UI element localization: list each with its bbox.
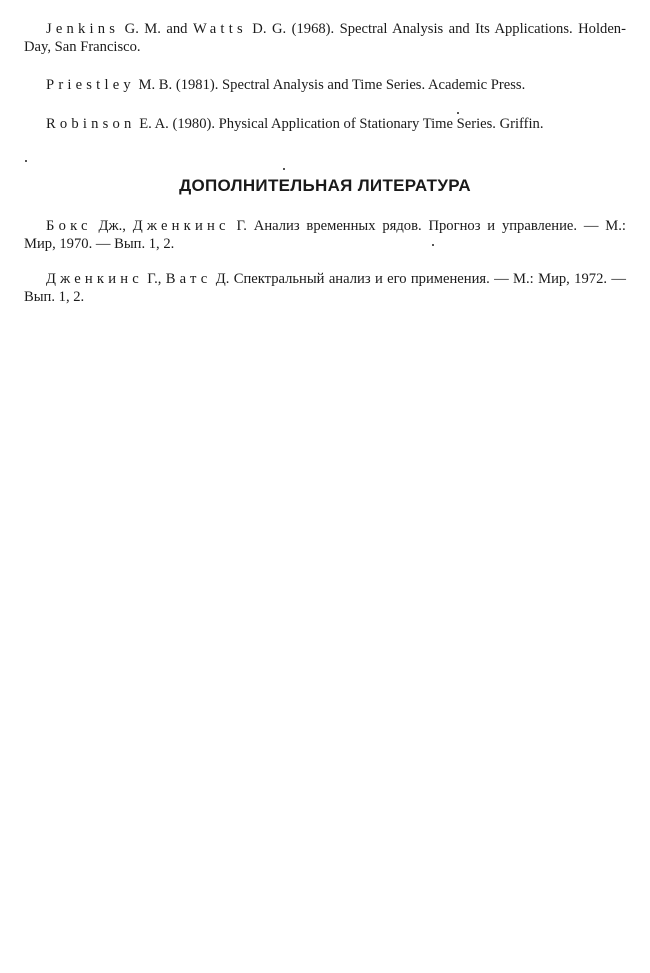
- author-surname: Ватс: [165, 271, 212, 287]
- author-surname: Jenkins: [46, 21, 120, 37]
- reference-priestley: [24, 76, 626, 94]
- scan-speck: [432, 244, 434, 246]
- scan-speck: [25, 160, 27, 162]
- reference-jenkins-watts-ru: [24, 270, 626, 306]
- author-surname: Robinson: [46, 116, 136, 132]
- reference-details: Спектральный анализ и его применения. — М.: Мир, 1972. — Вып. 1, 2.: [24, 271, 626, 305]
- author-initials: G. M.: [124, 21, 161, 37]
- author-initials: Г.: [236, 218, 247, 234]
- author-initials: Дж.,: [98, 218, 126, 234]
- author-initials: E. A.: [139, 116, 169, 132]
- reference-details: Анализ временных рядов. Прогноз и управление. — М.: Мир, 1970. — Вып. 1, 2.: [24, 218, 626, 252]
- author-initials: M. B.: [138, 77, 173, 93]
- author-initials: Д.: [215, 271, 230, 287]
- reference-details: (1981). Spectral Analysis and Time Series. Academic Press.: [175, 77, 526, 93]
- author-initials: D. G.: [252, 21, 287, 37]
- author-surname: Дженкинс: [132, 218, 230, 234]
- scan-speck: [283, 168, 285, 170]
- section-heading: ДОПОЛНИТЕЛЬНАЯ ЛИТЕРАТУРА: [179, 176, 471, 195]
- reference-details: (1968). Spectral Analysis and Its Applications. Holden-Day, San Francisco.: [24, 21, 626, 55]
- author-surname: Дженкинс: [46, 271, 143, 287]
- scan-speck: [457, 112, 459, 114]
- reference-box-jenkins: [24, 217, 626, 253]
- author-surname: Priestley: [46, 77, 135, 93]
- reference-details: (1980). Physical Application of Stationary Time Series. Griffin.: [172, 116, 544, 132]
- conjunction: and: [166, 21, 188, 37]
- author-surname: Watts: [192, 21, 247, 37]
- author-initials: Г.,: [147, 271, 162, 287]
- author-surname: Бокс: [46, 218, 92, 234]
- reference-jenkins-watts: [24, 20, 626, 56]
- reference-robinson: [24, 115, 626, 133]
